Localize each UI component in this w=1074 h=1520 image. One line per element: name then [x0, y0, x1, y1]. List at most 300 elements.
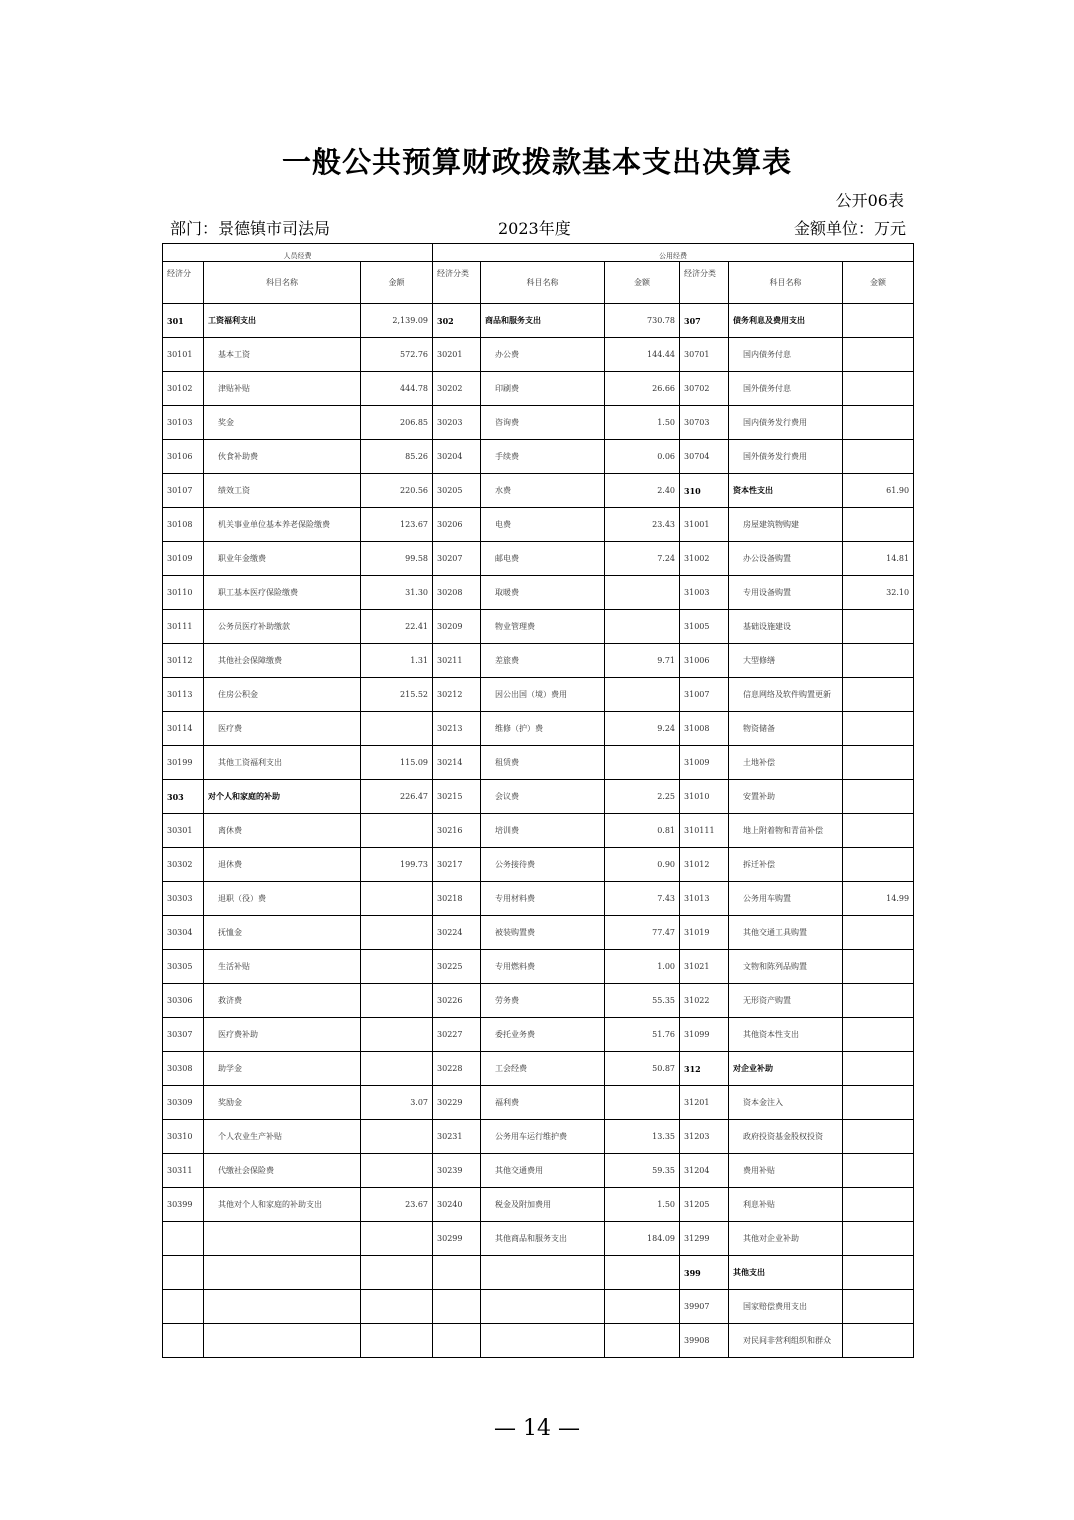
cell-code: 31010: [680, 780, 729, 814]
cell-code: 30309: [163, 1086, 204, 1120]
cell-code: 30307: [163, 1018, 204, 1052]
table-row: [163, 576, 914, 610]
cell-item-name: 伙食补助费: [204, 440, 361, 474]
cell-code: 39907: [680, 1290, 729, 1324]
cell-amount: 77.47: [605, 916, 680, 950]
cell-item-name: 福利费: [481, 1086, 605, 1120]
cell-amount: 572.76: [361, 338, 433, 372]
cell-code: 30113: [163, 678, 204, 712]
header-name: 科目名称: [481, 262, 605, 304]
cell-amount: 226.47: [361, 780, 433, 814]
cell-code: 31019: [680, 916, 729, 950]
cell-code: 30225: [433, 950, 481, 984]
cell-item-name: 职工基本医疗保险缴费: [204, 576, 361, 610]
cell-code: 30209: [433, 610, 481, 644]
cell-code: 30310: [163, 1120, 204, 1154]
cell-item-name: 大型修缮: [729, 644, 843, 678]
cell-item-name: 津贴补贴: [204, 372, 361, 406]
cell-item-name: 专用材料费: [481, 882, 605, 916]
cell-item-name: 地上附着物和青苗补偿: [729, 814, 843, 848]
amount-unit: 金额单位：万元: [793, 219, 906, 238]
cell-item-name: 其他支出: [729, 1256, 843, 1290]
table-row: [163, 304, 914, 338]
fiscal-year: 2023年度: [498, 219, 571, 238]
cell-code: 31012: [680, 848, 729, 882]
table-row: [163, 1188, 914, 1222]
cell-amount: 184.09: [605, 1222, 680, 1256]
cell-amount: [843, 508, 914, 542]
cell-code: 31005: [680, 610, 729, 644]
form-number: 公开06表: [835, 191, 904, 210]
cell-amount: 32.10: [843, 576, 914, 610]
table-row: [163, 814, 914, 848]
cell-item-name: 生活补贴: [204, 950, 361, 984]
cell-item-name: 医疗费补助: [204, 1018, 361, 1052]
cell-amount: [843, 1154, 914, 1188]
cell-amount: 206.85: [361, 406, 433, 440]
cell-code: 30218: [433, 882, 481, 916]
cell-item-name: 委托业务费: [481, 1018, 605, 1052]
cell-amount: 2,139.09: [361, 304, 433, 338]
cell-code: 31009: [680, 746, 729, 780]
cell-code: 31022: [680, 984, 729, 1018]
cell-code: 31205: [680, 1188, 729, 1222]
cell-item-name: [481, 1324, 605, 1358]
cell-amount: [843, 406, 914, 440]
cell-amount: 7.24: [605, 542, 680, 576]
cell-code: 30202: [433, 372, 481, 406]
cell-item-name: 其他交通费用: [481, 1154, 605, 1188]
cell-code: 30704: [680, 440, 729, 474]
cell-item-name: 离休费: [204, 814, 361, 848]
cell-item-name: [481, 1290, 605, 1324]
cell-item-name: 其他商品和服务支出: [481, 1222, 605, 1256]
cell-amount: 13.35: [605, 1120, 680, 1154]
cell-code: [433, 1324, 481, 1358]
table-row: [163, 474, 914, 508]
group-public: 公用经费: [433, 244, 914, 262]
cell-code: 30199: [163, 746, 204, 780]
cell-amount: [843, 440, 914, 474]
cell-code: 30301: [163, 814, 204, 848]
cell-item-name: 国家赔偿费用支出: [729, 1290, 843, 1324]
cell-amount: [843, 1120, 914, 1154]
cell-code: 301: [163, 304, 204, 338]
cell-amount: [361, 1324, 433, 1358]
cell-amount: 99.58: [361, 542, 433, 576]
cell-amount: [843, 1222, 914, 1256]
cell-amount: [843, 678, 914, 712]
cell-amount: [605, 678, 680, 712]
cell-amount: [361, 1018, 433, 1052]
cell-amount: 9.24: [605, 712, 680, 746]
cell-item-name: 维修（护）费: [481, 712, 605, 746]
table-row: [163, 984, 914, 1018]
header-name: 科目名称: [729, 262, 843, 304]
header-code: 经济分: [163, 262, 204, 304]
cell-item-name: 培训费: [481, 814, 605, 848]
cell-amount: 50.87: [605, 1052, 680, 1086]
cell-item-name: 利息补贴: [729, 1188, 843, 1222]
cell-code: 30311: [163, 1154, 204, 1188]
cell-code: 30114: [163, 712, 204, 746]
cell-item-name: 奖励金: [204, 1086, 361, 1120]
cell-amount: 144.44: [605, 338, 680, 372]
cell-item-name: 土地补偿: [729, 746, 843, 780]
cell-code: 312: [680, 1052, 729, 1086]
cell-item-name: 债务利息及费用支出: [729, 304, 843, 338]
cell-item-name: 物业管理费: [481, 610, 605, 644]
cell-item-name: 其他社会保障缴费: [204, 644, 361, 678]
cell-item-name: 资本金注入: [729, 1086, 843, 1120]
table-row: [163, 1018, 914, 1052]
cell-item-name: 水费: [481, 474, 605, 508]
cell-amount: [605, 576, 680, 610]
cell-item-name: 会议费: [481, 780, 605, 814]
cell-item-name: 助学金: [204, 1052, 361, 1086]
cell-item-name: 被装购置费: [481, 916, 605, 950]
cell-amount: [843, 372, 914, 406]
header-name: 科目名称: [204, 262, 361, 304]
table-row: [163, 542, 914, 576]
cell-code: 31003: [680, 576, 729, 610]
cell-item-name: 无形资产购置: [729, 984, 843, 1018]
cell-item-name: [481, 1256, 605, 1290]
cell-item-name: 公务用车购置: [729, 882, 843, 916]
cell-amount: [605, 1324, 680, 1358]
cell-code: 30224: [433, 916, 481, 950]
table-row: [163, 746, 914, 780]
cell-amount: [361, 882, 433, 916]
cell-code: 31021: [680, 950, 729, 984]
cell-item-name: 专用设备购置: [729, 576, 843, 610]
cell-item-name: 绩效工资: [204, 474, 361, 508]
cell-item-name: 医疗费: [204, 712, 361, 746]
table-row: [163, 882, 914, 916]
cell-code: 30215: [433, 780, 481, 814]
cell-item-name: 国外债务付息: [729, 372, 843, 406]
cell-item-name: 公务员医疗补助缴款: [204, 610, 361, 644]
cell-item-name: 职业年金缴费: [204, 542, 361, 576]
table-row: [163, 1324, 914, 1358]
cell-item-name: 国内债务发行费用: [729, 406, 843, 440]
cell-code: 31008: [680, 712, 729, 746]
cell-code: 31203: [680, 1120, 729, 1154]
cell-amount: [361, 814, 433, 848]
cell-amount: [843, 1290, 914, 1324]
cell-item-name: 因公出国（境）费用: [481, 678, 605, 712]
cell-code: 30110: [163, 576, 204, 610]
cell-code: 30101: [163, 338, 204, 372]
cell-amount: 22.41: [361, 610, 433, 644]
cell-amount: [843, 1256, 914, 1290]
cell-code: 30306: [163, 984, 204, 1018]
cell-code: 30205: [433, 474, 481, 508]
cell-item-name: 公务接待费: [481, 848, 605, 882]
cell-code: 30103: [163, 406, 204, 440]
cell-amount: 23.43: [605, 508, 680, 542]
cell-amount: 730.78: [605, 304, 680, 338]
table-row: [163, 1256, 914, 1290]
group-personnel: 人员经费: [163, 244, 433, 262]
cell-code: [163, 1290, 204, 1324]
cell-code: 303: [163, 780, 204, 814]
cell-item-name: 抚恤金: [204, 916, 361, 950]
cell-code: 31201: [680, 1086, 729, 1120]
cell-item-name: 拆迁补偿: [729, 848, 843, 882]
report-meta: [170, 216, 906, 238]
table-row: [163, 1086, 914, 1120]
cell-amount: 7.43: [605, 882, 680, 916]
cell-code: 30702: [680, 372, 729, 406]
cell-item-name: 个人农业生产补贴: [204, 1120, 361, 1154]
cell-code: 30211: [433, 644, 481, 678]
cell-item-name: 信息网络及软件购置更新: [729, 678, 843, 712]
cell-item-name: 电费: [481, 508, 605, 542]
cell-item-name: 专用燃料费: [481, 950, 605, 984]
cell-amount: [843, 916, 914, 950]
cell-item-name: 房屋建筑物购建: [729, 508, 843, 542]
cell-code: 30299: [433, 1222, 481, 1256]
cell-amount: 0.90: [605, 848, 680, 882]
cell-code: 31099: [680, 1018, 729, 1052]
cell-code: 30304: [163, 916, 204, 950]
cell-item-name: 政府投资基金股权投资: [729, 1120, 843, 1154]
cell-amount: [843, 304, 914, 338]
cell-code: 30111: [163, 610, 204, 644]
cell-item-name: 奖金: [204, 406, 361, 440]
cell-item-name: [204, 1324, 361, 1358]
header-amount: 金额: [361, 262, 433, 304]
cell-item-name: 其他工资福利支出: [204, 746, 361, 780]
cell-item-name: 国内债务付息: [729, 338, 843, 372]
cell-code: 30203: [433, 406, 481, 440]
cell-amount: [843, 848, 914, 882]
cell-item-name: 对个人和家庭的补助: [204, 780, 361, 814]
cell-amount: [843, 814, 914, 848]
table-row: [163, 372, 914, 406]
cell-code: 30204: [433, 440, 481, 474]
cell-code: 30216: [433, 814, 481, 848]
table-row: [163, 1154, 914, 1188]
cell-amount: [843, 610, 914, 644]
cell-code: 31006: [680, 644, 729, 678]
cell-amount: [843, 950, 914, 984]
cell-amount: [361, 1290, 433, 1324]
cell-code: 30703: [680, 406, 729, 440]
cell-amount: 0.81: [605, 814, 680, 848]
cell-code: 30201: [433, 338, 481, 372]
table-row: [163, 644, 914, 678]
cell-item-name: 办公费: [481, 338, 605, 372]
cell-item-name: 其他对企业补助: [729, 1222, 843, 1256]
cell-item-name: 差旅费: [481, 644, 605, 678]
cell-amount: [843, 644, 914, 678]
cell-code: 30305: [163, 950, 204, 984]
page-title: 一般公共预算财政拨款基本支出决算表: [281, 145, 792, 179]
cell-code: 30231: [433, 1120, 481, 1154]
cell-item-name: 安置补助: [729, 780, 843, 814]
cell-amount: 14.81: [843, 542, 914, 576]
cell-amount: 115.09: [361, 746, 433, 780]
header-code: 经济分类: [680, 262, 729, 304]
cell-amount: [605, 746, 680, 780]
cell-code: [433, 1290, 481, 1324]
table-row: [163, 338, 914, 372]
cell-amount: 1.00: [605, 950, 680, 984]
cell-item-name: 印刷费: [481, 372, 605, 406]
group-header-row: [163, 244, 914, 262]
cell-code: 30112: [163, 644, 204, 678]
cell-amount: 23.67: [361, 1188, 433, 1222]
cell-amount: [361, 950, 433, 984]
cell-code: 30302: [163, 848, 204, 882]
cell-item-name: 对民间非营利组织和群众: [729, 1324, 843, 1358]
cell-code: 310: [680, 474, 729, 508]
cell-code: 30239: [433, 1154, 481, 1188]
cell-amount: 31.30: [361, 576, 433, 610]
cell-code: 30106: [163, 440, 204, 474]
cell-amount: [361, 1256, 433, 1290]
cell-amount: 1.50: [605, 1188, 680, 1222]
table-row: [163, 950, 914, 984]
table-row: [163, 1052, 914, 1086]
cell-item-name: 其他交通工具购置: [729, 916, 843, 950]
cell-amount: 2.40: [605, 474, 680, 508]
cell-amount: [843, 1018, 914, 1052]
cell-item-name: 办公设备购置: [729, 542, 843, 576]
cell-amount: [843, 746, 914, 780]
cell-item-name: 退休费: [204, 848, 361, 882]
cell-amount: 220.56: [361, 474, 433, 508]
cell-amount: [361, 712, 433, 746]
cell-amount: 59.35: [605, 1154, 680, 1188]
cell-amount: 55.35: [605, 984, 680, 1018]
cell-code: 307: [680, 304, 729, 338]
cell-code: 30109: [163, 542, 204, 576]
cell-code: 30228: [433, 1052, 481, 1086]
table-row: [163, 508, 914, 542]
cell-amount: 1.50: [605, 406, 680, 440]
cell-item-name: [204, 1290, 361, 1324]
cell-amount: 3.07: [361, 1086, 433, 1120]
table-row: [163, 406, 914, 440]
cell-code: 30107: [163, 474, 204, 508]
cell-code: [163, 1324, 204, 1358]
cell-amount: 14.99: [843, 882, 914, 916]
cell-amount: [843, 1324, 914, 1358]
cell-item-name: 基础设施建设: [729, 610, 843, 644]
cell-amount: 2.25: [605, 780, 680, 814]
cell-code: 30217: [433, 848, 481, 882]
cell-item-name: 机关事业单位基本养老保险缴费: [204, 508, 361, 542]
cell-amount: [605, 610, 680, 644]
cell-code: 31204: [680, 1154, 729, 1188]
cell-code: 30701: [680, 338, 729, 372]
cell-item-name: 国外债务发行费用: [729, 440, 843, 474]
table-row: [163, 1290, 914, 1324]
cell-amount: [605, 1086, 680, 1120]
cell-code: 30102: [163, 372, 204, 406]
cell-item-name: 费用补贴: [729, 1154, 843, 1188]
department: 部门：景德镇市司法局: [170, 219, 331, 238]
cell-code: 30206: [433, 508, 481, 542]
table-row: [163, 1222, 914, 1256]
cell-code: 30229: [433, 1086, 481, 1120]
cell-code: 310111: [680, 814, 729, 848]
cell-code: 399: [680, 1256, 729, 1290]
cell-code: 30308: [163, 1052, 204, 1086]
cell-item-name: 救济费: [204, 984, 361, 1018]
cell-amount: 199.73: [361, 848, 433, 882]
cell-item-name: 工会经费: [481, 1052, 605, 1086]
cell-item-name: 住房公积金: [204, 678, 361, 712]
cell-code: 31013: [680, 882, 729, 916]
cell-item-name: 基本工资: [204, 338, 361, 372]
cell-item-name: 对企业补助: [729, 1052, 843, 1086]
cell-amount: [361, 1052, 433, 1086]
cell-code: 30212: [433, 678, 481, 712]
header-amount: 金额: [843, 262, 914, 304]
cell-item-name: 其他对个人和家庭的补助支出: [204, 1188, 361, 1222]
cell-amount: 0.06: [605, 440, 680, 474]
header-amount: 金额: [605, 262, 680, 304]
cell-item-name: 物资储备: [729, 712, 843, 746]
cell-code: 31007: [680, 678, 729, 712]
cell-code: 30108: [163, 508, 204, 542]
cell-code: 30213: [433, 712, 481, 746]
cell-item-name: 税金及附加费用: [481, 1188, 605, 1222]
cell-amount: 61.90: [843, 474, 914, 508]
cell-code: 30207: [433, 542, 481, 576]
cell-amount: 85.26: [361, 440, 433, 474]
cell-code: 30399: [163, 1188, 204, 1222]
cell-code: [163, 1256, 204, 1290]
cell-item-name: 文物和陈列品购置: [729, 950, 843, 984]
cell-code: 31299: [680, 1222, 729, 1256]
cell-item-name: 咨询费: [481, 406, 605, 440]
cell-item-name: 资本性支出: [729, 474, 843, 508]
cell-amount: [361, 916, 433, 950]
cell-item-name: [204, 1256, 361, 1290]
table-row: [163, 916, 914, 950]
cell-item-name: 租赁费: [481, 746, 605, 780]
cell-amount: 1.31: [361, 644, 433, 678]
cell-amount: [605, 1290, 680, 1324]
table-row: [163, 1120, 914, 1154]
page-number: — 14 —: [494, 1416, 580, 1441]
cell-amount: 51.76: [605, 1018, 680, 1052]
cell-amount: [605, 1256, 680, 1290]
cell-item-name: 商品和服务支出: [481, 304, 605, 338]
cell-item-name: [204, 1222, 361, 1256]
cell-amount: 123.67: [361, 508, 433, 542]
cell-item-name: 代缴社会保险费: [204, 1154, 361, 1188]
cell-code: 30240: [433, 1188, 481, 1222]
cell-amount: [361, 1222, 433, 1256]
cell-code: 30303: [163, 882, 204, 916]
cell-amount: [843, 712, 914, 746]
cell-item-name: 退职（役）费: [204, 882, 361, 916]
column-header-row: [163, 262, 914, 304]
cell-code: 30208: [433, 576, 481, 610]
cell-item-name: 取暖费: [481, 576, 605, 610]
cell-code: 30214: [433, 746, 481, 780]
expenditure-table: [162, 243, 914, 1358]
table-row: [163, 678, 914, 712]
cell-code: [433, 1256, 481, 1290]
cell-code: 30226: [433, 984, 481, 1018]
